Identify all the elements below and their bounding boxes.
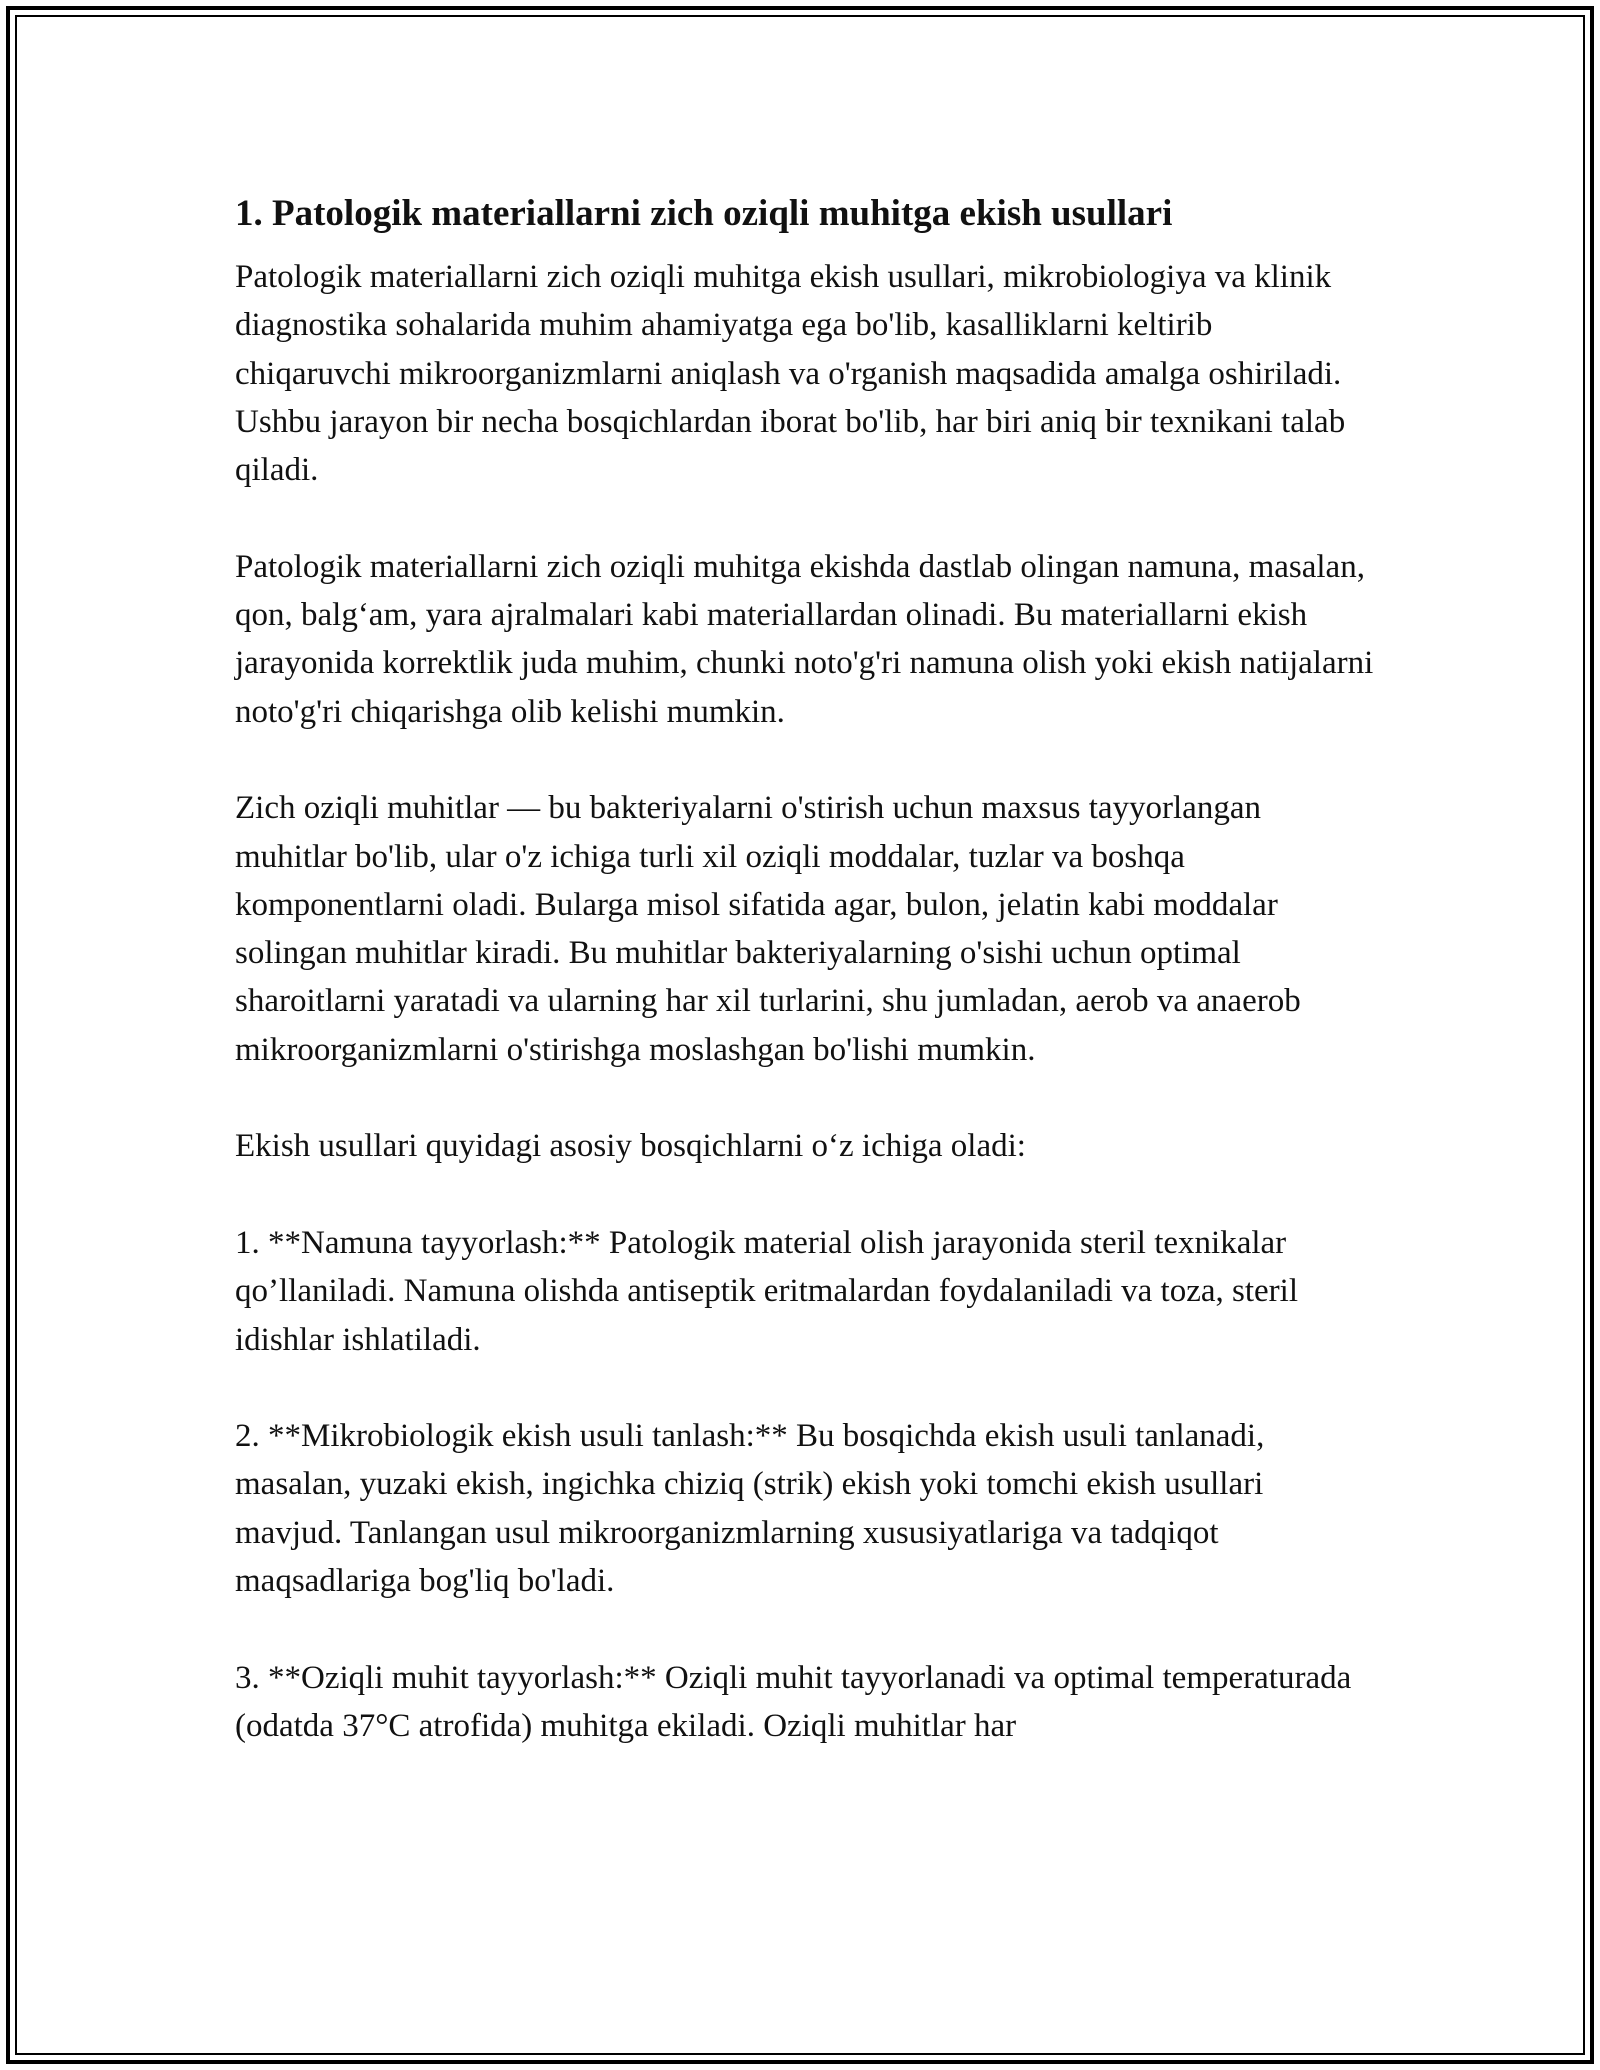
list-item-step-2: 2. **Mikrobiologik ekish usuli tanlash:** Bu bosqichda ekish usuli tanlanadi, masalan, yuzaki ekish, ingichka chiziq (strik) ekish yoki tomchi ekish usullari mavjud. Tanlangan usul mikroorganizmlarning xususiyatlariga va tadqiqot maqsadlariga bog'liq bo'ladi. [235,1418,1265,1600]
paragraph-intro: Patologik materiallarni zich oziqli muhitga ekish usullari, mikrobiologiya va klinik diagnostika sohalarida muhim ahamiyatga ega bo'lib, kasalliklarni keltirib chiqaruvchi mikroorganizmlarni aniqlash va o'rganish maqsadida amalga oshiriladi. Ushbu jarayon bir necha bosqichlardan iborat bo'lib, har biri aniq bir texnikani talab qiladi. [235,259,1346,489]
document-body [235,185,1375,1799]
list-item-step-1: 1. **Namuna tayyorlash:** Patologik material olish jarayonida steril texnikalar qo’llaniladi. Namuna olishda antiseptik eritmalardan foydalaniladi va toza, steril idishlar ishlatiladi. [235,1224,1298,1358]
paragraph-media: Zich oziqli muhitlar — bu bakteriyalarni o'stirish uchun maxsus tayyorlangan muhitlar bo'lib, ular o'z ichiga turli xil oziqli moddalar, tuzlar va boshqa komponentlarni oladi. Bularga misol sifatida agar, bulon, jelatin kabi moddalar solingan muhitlar kiradi. Bu muhitlar bakteriyalarning o'sishi uchun optimal sharoitlarni yaratadi va ularning har xil turlarini, shu jumladan, aerob va anaerob mikroorganizmlarni o'stirishga moslashgan bo'lishi mumkin. [235,790,1301,1068]
list-item-step-3: 3. **Oziqli muhit tayyorlash:** Oziqli muhit tayyorlanadi va optimal temperaturada (odatda 37°C atrofida) muhitga ekiladi. Oziqli muhitlar har [235,1659,1352,1744]
section-heading: 1. Patologik materiallarni zich oziqli muhitga ekish usullari [235,193,1173,234]
paragraph-sample-collection: Patologik materiallarni zich oziqli muhitga ekishda dastlab olingan namuna, masalan, qon, balg‘am, yara ajralmalari kabi materiallardan olinadi. Bu materiallarni ekish jarayonida korrektlik juda muhim, chunki noto'g'ri namuna olish yoki ekish natijalarni noto'g'ri chiqarishga olib kelishi mumkin. [235,548,1374,730]
paragraph-steps-intro: Ekish usullari quyidagi asosiy bosqichlarni o‘z ichiga oladi: [235,1128,1026,1165]
